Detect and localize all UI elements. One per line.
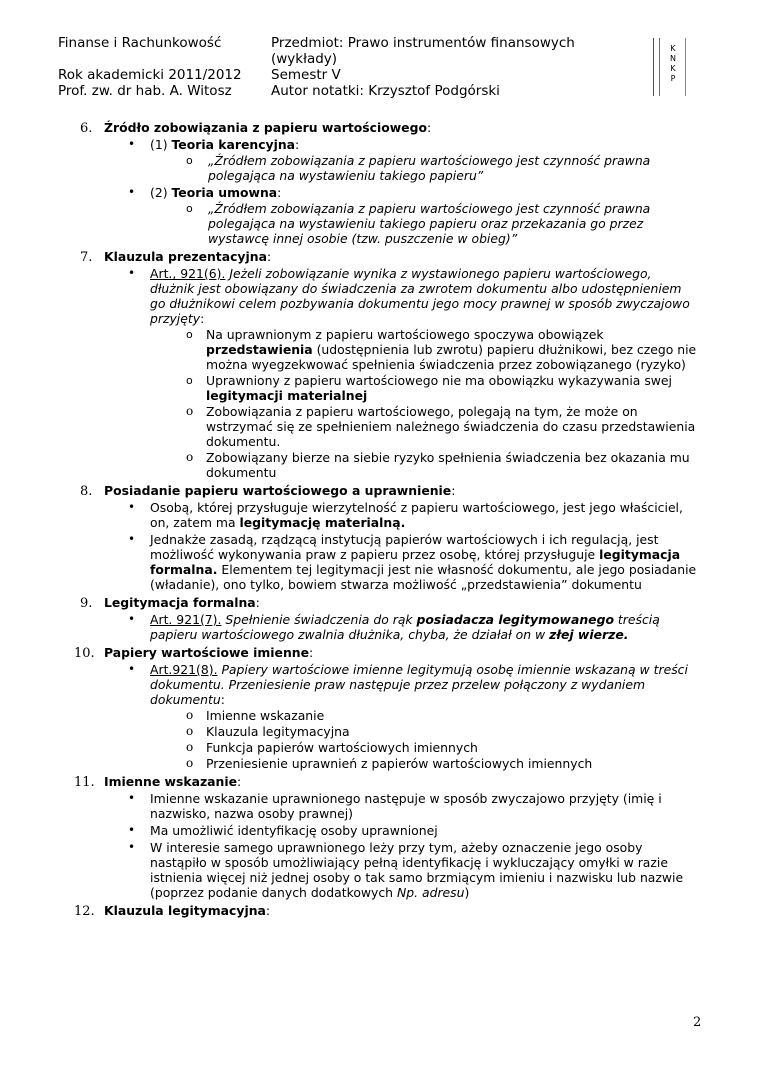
logo-letters: K N K P [670, 44, 676, 83]
list-item: • (1) Teoria karencyjna: [128, 137, 300, 152]
article-ref: Art., 921(6). [150, 266, 226, 281]
document-body [58, 117, 698, 918]
page-number: 2 [693, 1015, 702, 1030]
list-item: • Art.921(8). Papiery wartościowe imienne legitymują osobę imiennie wskazaną w treści dokumentu. Przeniesienie praw następuje przez przelew połączony z wydaniem dokumentu: [128, 662, 688, 707]
section-12: 12. Klauzula legitymacyjna: [74, 903, 271, 919]
list-item: o Imienne wskazanie [186, 708, 325, 723]
section-11: 11. Imienne wskazanie: [74, 774, 242, 790]
header-left [58, 35, 242, 99]
header-professor: Prof. zw. dr hab. A. Witosz [58, 83, 232, 99]
list-item: • Jednakże zasadą, rządzącą instytucją papierów wartościowych i ich regulacją, jest możliwość wykonywania praw z papieru przez osobę, której przysługuje legitymacja formalna. Elementem tej legitymacji jest nie własność dokumentu, ale jego posiadanie (władanie), ono tylko, bowiem stwarza możliwość „przedstawienia” dokumentu [128, 532, 697, 592]
section-8: 8. Posiadanie papieru wartościowego a uprawnienie: [80, 483, 456, 499]
section-10: 10. Papiery wartościowe imienne: [74, 645, 314, 661]
list-item: • (2) Teoria umowna: [128, 185, 282, 200]
list-item: • W interesie samego uprawnionego leży przy tym, ażeby oznaczenie jego osoby nastąpiło w sposób umożliwiający pełną identyfikację i wykluczający omyłki w razie istnienia więcej niż jednej osoby o tak samo brzmiącym imieniu i nazwisku lub nazwie (poprzez podanie danych dodatkowych Np. adresu) [128, 840, 684, 900]
list-item: o Funkcja papierów wartościowych imiennych [186, 740, 478, 755]
list-item: o Na uprawnionym z papieru wartościowego spoczywa obowiązek przedstawienia (udostępnienia lub zwrotu) papieru dłużnikowi, bez czego nie można wyegzekwować spełnienia świadczenia przez zobowiązanego (ryzyko) [186, 327, 697, 372]
header-semester: Semestr V [271, 67, 341, 83]
header-right [271, 35, 575, 99]
article-ref: Art.921(8). [150, 662, 218, 677]
section-7: 7. Klauzula prezentacyjna: [80, 249, 272, 265]
list-item: • Osobą, której przysługuje wierzytelność z papieru wartościowego, jest jego właściciel, on, zatem ma legitymację materialną. [128, 500, 683, 530]
header-subject: Przedmiot: Prawo instrumentów finansowych [271, 35, 575, 51]
list-item: o „Źródłem zobowiązania z papieru wartościowego jest czynność prawna polegająca na wystawieniu takiego papieru” [186, 153, 651, 183]
list-item: o „Źródłem zobowiązania z papieru wartościowego jest czynność prawna polegająca na wystawieniu takiego papieru oraz przekazania go przez wystawcę innej osobie (tzw. puszczenie w obieg)” [186, 201, 651, 246]
list-item: o Uprawniony z papieru wartościowego nie ma obowiązku wykazywania swej legitymacji materialnej [186, 373, 672, 403]
list-item: • Imienne wskazanie uprawnionego następuje w sposób zwyczajowo przyjęty (imię i nazwisko, nazwa osoby prawnej) [128, 791, 662, 821]
list-item: o Zobowiązania z papieru wartościowego, polegają na tym, że może on wstrzymać się ze spełnieniem należnego świadczenia do czasu przedstawienia dokumentu. [186, 404, 696, 449]
header-faculty: Finanse i Rachunkowość [58, 35, 222, 51]
list-item: o Klauzula legitymacyjna [186, 724, 350, 739]
list-item: • Ma umożliwić identyfikację osoby uprawnionej [128, 823, 438, 838]
list-item: • Art. 921(7). Spełnienie świadczenia do rąk posiadacza legitymowanego treścią papieru wartościowego zwalnia dłużnika, chyba, że działał on w złej wierze. [128, 612, 660, 642]
list-item: o Przeniesienie uprawnień z papierów wartościowych imiennych [186, 756, 593, 771]
section-9: 9. Legitymacja formalna: [80, 595, 260, 611]
header-subject-type: (wykłady) [271, 51, 338, 67]
header-year: Rok akademicki 2011/2012 [58, 67, 242, 83]
header-author: Autor notatki: Krzysztof Podgórski [271, 83, 500, 99]
list-item: • Art., 921(6). Jeżeli zobowiązanie wynika z wystawionego papieru wartościowego, dłużnik jest obowiązany do świadczenia za zwrotem dokumentu albo udostępnieniem go dłużnikowi celem pozbywania dokumentu jego mocy prawnej w sposób zwyczajowo przyjęty: [128, 266, 690, 326]
knkp-logo [650, 38, 692, 96]
article-ref: Art. 921(7). [150, 612, 222, 627]
section-6: 6. Źródło zobowiązania z papieru wartościowego: [80, 120, 432, 136]
list-item: o Zobowiązany bierze na siebie ryzyko spełnienia świadczenia bez okazania mu dokumentu [186, 450, 690, 480]
